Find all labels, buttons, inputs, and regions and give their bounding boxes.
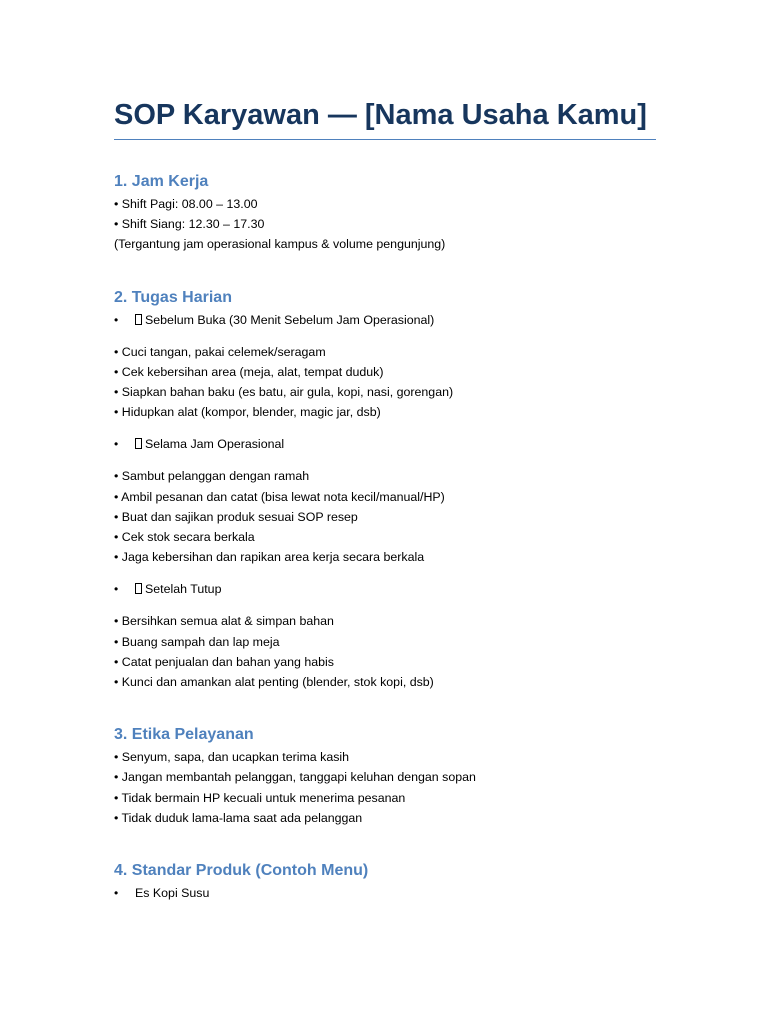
document-title: SOP Karyawan — [Nama Usaha Kamu] [114, 96, 656, 140]
list-item: • Kunci dan amankan alat penting (blender, stok kopi, dsb) [114, 675, 434, 690]
section-heading: 1. Jam Kerja [114, 173, 209, 190]
list-item: • Buang sampah dan lap meja [114, 634, 280, 649]
missing-glyph-icon [135, 583, 142, 594]
list-item: • Jangan membantah pelanggan, tanggapi keluhan dengan sopan [114, 770, 476, 785]
bullet-icon: • [114, 312, 119, 327]
list-item: • Buat dan sajikan produk sesuai SOP resep [114, 509, 358, 524]
section-standar-produk [114, 860, 656, 903]
bullet-icon: • [114, 886, 119, 901]
menu-item-label: Es Kopi Susu [135, 886, 210, 901]
menu-item [114, 883, 656, 903]
list-item: • Catat penjualan dan bahan yang habis [114, 654, 334, 669]
subsection-label: Selama Jam Operasional [145, 437, 285, 452]
note-text: (Tergantung jam operasional kampus & volume pengunjung) [114, 237, 446, 252]
list-item: • Jaga kebersihan dan rapikan area kerja secara berkala [114, 550, 425, 565]
list-item: • Shift Pagi: 08.00 – 13.00 [114, 197, 258, 211]
list-item: • Senyum, sapa, dan ucapkan terima kasih [114, 750, 350, 765]
list-item: • Cuci tangan, pakai celemek/seragam [114, 344, 326, 359]
list-item: • Siapkan bahan baku (es batu, air gula, kopi, nasi, gorengan) [114, 385, 454, 400]
bullet-icon: • [114, 437, 119, 452]
list-item: • Cek stok secara berkala [114, 530, 255, 545]
subsection-label: Setelah Tutup [145, 582, 222, 597]
bullet-icon: • [114, 582, 119, 597]
subsection-sebelum-buka [114, 310, 656, 330]
section-jam-kerja [114, 171, 656, 255]
list-item: • Bersihkan semua alat & simpan bahan [114, 614, 334, 629]
subsection-selama-operasional [114, 434, 656, 454]
section-heading: 3. Etika Pelayanan [114, 726, 254, 744]
list-item: • Tidak duduk lama-lama saat ada pelanggan [114, 810, 363, 825]
document-page [114, 96, 656, 903]
subsection-label: Sebelum Buka (30 Menit Sebelum Jam Operasional) [145, 312, 435, 327]
list-item: • Cek kebersihan area (meja, alat, tempat duduk) [114, 364, 384, 379]
section-heading: 2. Tugas Harian [114, 288, 232, 306]
section-heading: 4. Standar Produk (Contoh Menu) [114, 862, 369, 880]
section-tugas-harian [114, 287, 656, 693]
missing-glyph-icon [135, 314, 142, 325]
list-item: • Hidupkan alat (kompor, blender, magic jar, dsb) [114, 405, 381, 420]
list-item: • Sambut pelanggan dengan ramah [114, 469, 310, 484]
subsection-setelah-tutup [114, 579, 656, 599]
list-item: • Ambil pesanan dan catat (bisa lewat nota kecil/manual/HP) [114, 489, 445, 504]
list-item: • Tidak bermain HP kecuali untuk menerima pesanan [114, 790, 406, 805]
section-etika-pelayanan [114, 724, 656, 828]
missing-glyph-icon [135, 438, 142, 449]
list-item: • Shift Siang: 12.30 – 17.30 [114, 217, 265, 232]
